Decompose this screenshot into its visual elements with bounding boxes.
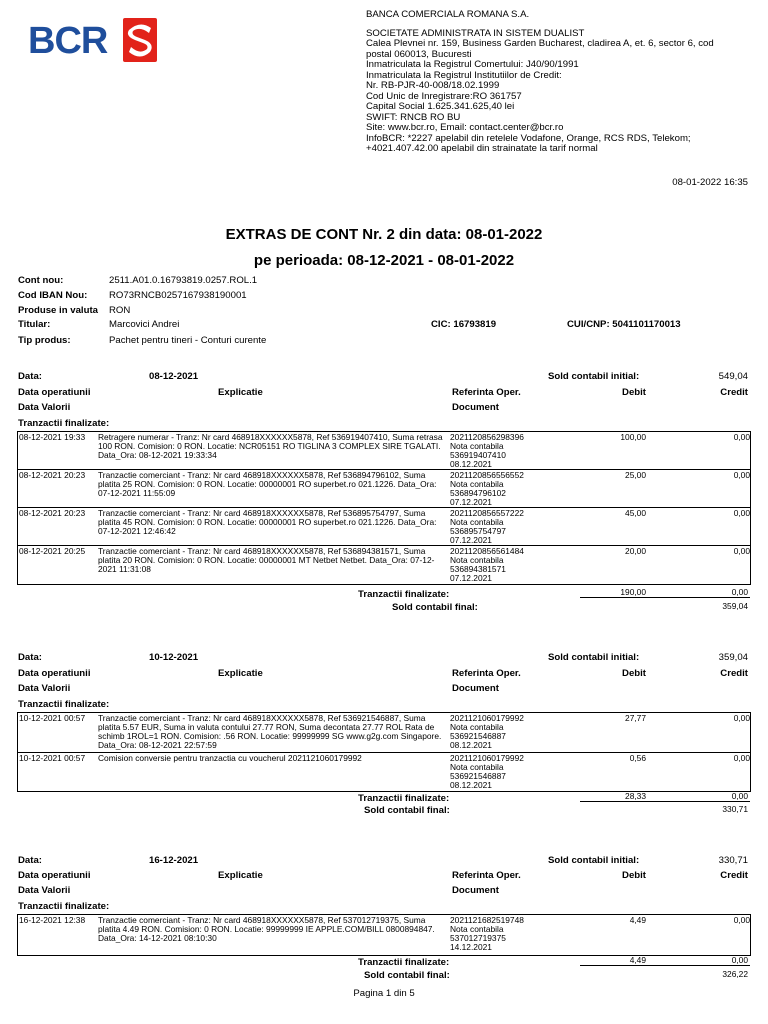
tx-date: 08-12-2021 20:25	[19, 546, 86, 556]
sold-initial-value: 549,04	[718, 371, 748, 382]
total-debit: 28,33	[625, 791, 646, 801]
bank-info-line: Site: www.bcr.ro, Email: contact.center@bcr.ro	[366, 122, 564, 133]
tx-credit: 0,00	[733, 713, 750, 723]
sold-initial-value: 330,71	[718, 855, 748, 866]
bank-info-line: Nr. RB-PJR-40-008/18.02.1999	[366, 80, 500, 91]
col-document: Document	[452, 402, 499, 413]
sold-initial-label: Sold contabil initial:	[548, 371, 640, 382]
tx-explicatie: Tranzactie comerciant - Tranz: Nr card 468918XXXXXX5878, Ref 536895754797, Suma platita 45 RON. Comision: 0 RON. Locatie: 00000001 RO superbet.ro 021.1226. Data_Ora: 07-12-2021 12:46:42	[98, 508, 437, 536]
tranzactii-label: Tranzactii finalizate:	[18, 418, 110, 429]
col-data-valorii: Data Valorii	[18, 402, 71, 413]
col-referinta: Referinta Oper.	[452, 387, 521, 398]
tip-label: Tip produs:	[18, 335, 71, 346]
tranzactii-label: Tranzactii finalizate:	[18, 901, 110, 912]
data-label: Data:	[18, 371, 42, 382]
sold-final-label: Sold contabil final:	[364, 970, 450, 981]
statement-title: EXTRAS DE CONT Nr. 2 din data: 08-01-2022	[225, 226, 543, 243]
sold-initial-value: 359,04	[718, 652, 748, 663]
col-data-valorii: Data Valorii	[18, 683, 71, 694]
table-row	[18, 508, 750, 546]
total-divider	[580, 965, 750, 966]
col-debit: Debit	[622, 387, 646, 398]
total-debit: 190,00	[620, 587, 646, 597]
col-data-operatiunii: Data operatiunii	[18, 870, 91, 881]
bank-info-line: Inmatriculata la Registrul Comertului: J40/90/1991	[366, 59, 579, 70]
tx-ref: 2021121060179992 Nota contabila 536921546887 08.12.2021	[450, 713, 524, 750]
tx-date: 10-12-2021 00:57	[19, 713, 86, 723]
cont-label: Cont nou:	[18, 275, 64, 286]
tx-ref: 2021121060179992 Nota contabila 536921546887 08.12.2021	[450, 753, 524, 790]
iban-value: RO73RNCB0257167938190001	[109, 290, 247, 301]
valuta-value: RON	[109, 305, 131, 316]
tx-debit: 4,49	[629, 915, 646, 925]
tx-credit: 0,00	[733, 915, 750, 925]
col-credit: Credit	[720, 387, 748, 398]
bank-info-line: InfoBCR: *2227 apelabil din retelele Vodafone, Orange, RCS RDS, Telekom;	[366, 132, 691, 144]
tx-credit: 0,00	[733, 432, 750, 442]
tx-explicatie: Tranzactie comerciant - Tranz: Nr card 468918XXXXXX5878, Ref 537012719375, Suma platita 4.49 RON. Comision: 0 RON. Locatie: 99999999 IE APPLE.COM/BILL 0800894847. Data_Ora: 14-12-2021 08:10:30	[98, 915, 435, 943]
bcr-s-icon	[123, 18, 157, 62]
bank-info-line: Capital Social 1.625.341.625,40 lei	[366, 101, 515, 112]
cui-value: CUI/CNP: 5041101170013	[567, 319, 681, 330]
table-row	[18, 915, 750, 955]
col-data-operatiunii: Data operatiunii	[18, 668, 91, 679]
col-referinta: Referinta Oper.	[452, 870, 521, 881]
tranzactii-total-label: Tranzactii finalizate:	[358, 589, 450, 600]
tx-date: 08-12-2021 20:23	[19, 470, 86, 480]
section-date: 16-12-2021	[149, 855, 199, 866]
cont-value: 2511.A01.0.16793819.0257.ROL.1	[109, 275, 258, 286]
tip-value: Pachet pentru tineri - Conturi curente	[109, 335, 267, 346]
tx-date: 16-12-2021 12:38	[19, 915, 86, 925]
tx-debit: 0,56	[629, 753, 646, 763]
bank-info-line: SWIFT: RNCB RO BU	[366, 111, 461, 123]
data-label: Data:	[18, 855, 42, 866]
tx-ref: 20211208562983​96 Nota contabila 536919407410 08.12.2021	[450, 432, 524, 469]
bcr-logo	[28, 18, 158, 64]
bank-info-line: SOCIETATE ADMINISTRATA IN SISTEM DUALIST	[366, 27, 585, 39]
transactions-table	[17, 712, 751, 792]
sold-final-value: 330,71	[722, 804, 748, 814]
tx-ref: 2021120856557222 Nota contabila 536895754797 07.12.2021	[450, 508, 524, 545]
tx-debit: 45,00	[625, 508, 646, 518]
col-data-operatiunii: Data operatiunii	[18, 387, 91, 398]
titular-value: Marcovici Andrei	[109, 319, 180, 330]
sold-final-label: Sold contabil final:	[392, 602, 478, 613]
sold-initial-label: Sold contabil initial:	[548, 855, 640, 866]
table-row	[18, 546, 750, 584]
col-document: Document	[452, 683, 499, 694]
tranzactii-total-label: Tranzactii finalizate:	[358, 793, 450, 804]
tx-ref: 2021120856561484 Nota contabila 536894381571 07.12.2021	[450, 546, 524, 583]
bank-name: BANCA COMERCIALA ROMANA S.A.	[366, 9, 530, 20]
table-row	[18, 432, 750, 470]
tx-credit: 0,00	[733, 470, 750, 480]
tx-explicatie: Tranzactie comerciant - Tranz: Nr card 468918XXXXXX5878, Ref 536894381571, Suma platita 20 RON. Comision: 0 RON. Locatie: 00000001 MT Netbet Netbet. Data_Ora: 07-12-2021 11:31:08	[98, 546, 435, 574]
tx-ref: 2021121682519748 Nota contabila 537012719375 14.12.2021	[450, 915, 524, 952]
col-debit: Debit	[622, 870, 646, 881]
col-referinta: Referinta Oper.	[452, 668, 521, 679]
col-explicatie: Explicatie	[218, 870, 263, 881]
bank-info-line: +4021.407.42.00 apelabil din strainatate la tarif normal	[366, 143, 598, 154]
bank-info-line: Calea Plevnei nr. 159, Business Garden Bucharest, cladirea A, et. 6, sector 6, cod	[366, 38, 714, 49]
sold-final-label: Sold contabil final:	[364, 805, 450, 816]
tx-date: 08-12-2021 19:33	[19, 432, 86, 442]
statement-period: pe perioada: 08-12-2021 - 08-01-2022	[253, 252, 515, 269]
tx-explicatie: Tranzactie comerciant - Tranz: Nr card 468918XXXXXX5878, Ref 536894796102, Suma platita 25 RON. Comision: 0 RON. Locatie: 00000001 RO superbet.ro 021.1226. Data_Ora: 07-12-2021 11:55:09	[98, 470, 437, 498]
total-credit: 0,00	[731, 587, 748, 597]
col-explicatie: Explicatie	[218, 387, 263, 398]
tx-credit: 0,00	[733, 508, 750, 518]
total-credit: 0,00	[731, 955, 748, 965]
total-credit: 0,00	[731, 791, 748, 801]
sold-initial-label: Sold contabil initial:	[548, 652, 640, 663]
tx-debit: 100,00	[620, 432, 646, 442]
section-date: 10-12-2021	[149, 652, 199, 663]
col-credit: Credit	[720, 870, 748, 881]
bank-info	[366, 10, 756, 155]
total-divider	[580, 801, 750, 802]
sold-final-value: 359,04	[722, 601, 748, 611]
valuta-label: Produse in valuta	[18, 305, 98, 316]
tx-ref: 2021120856556552 Nota contabila 536894796102 07.12.2021	[450, 470, 524, 507]
col-explicatie: Explicatie	[218, 668, 263, 679]
tx-credit: 0,00	[733, 753, 750, 763]
tx-date: 08-12-2021 20:23	[19, 508, 86, 518]
tx-credit: 0,00	[733, 546, 750, 556]
col-credit: Credit	[720, 668, 748, 679]
logo-text: BCR	[28, 20, 108, 62]
col-debit: Debit	[622, 668, 646, 679]
data-label: Data:	[18, 652, 42, 663]
tranzactii-label: Tranzactii finalizate:	[18, 699, 110, 710]
table-row	[18, 753, 750, 791]
col-document: Document	[452, 885, 499, 896]
col-data-valorii: Data Valorii	[18, 885, 71, 896]
table-row	[18, 713, 750, 753]
tx-explicatie: Comision conversie pentru tranzactia cu voucherul 2021121060179992	[98, 753, 362, 763]
tranzactii-total-label: Tranzactii finalizate:	[358, 957, 450, 968]
print-date: 08-01-2022 16:35	[672, 177, 748, 188]
tx-explicatie: Tranzactie comerciant - Tranz: Nr card 468918XXXXXX5878, Ref 536921546887, Suma platita 5.57 EUR, Suma in valuta contului 27.77 RON, Suma decontata 27.77 ROL Rata de schimb 1ROL=1 RON. Comision: .56 RON. Locatie: 99999999 SG www.g2g.com Singapore. Data_Ora: 08-12-2021 22:57:59	[98, 713, 442, 750]
tx-explicatie: Retragere numerar - Tranz: Nr card 468918XXXXXX5878, Ref 536919407410, Suma retrasa 100 RON. Comision: 0 RON. Locatie: NCR05151 RO TIGLINA 3 COMPLEX SIRE TGALATI. Data_Ora: 08-12-2021 19:33:34	[98, 432, 443, 460]
page-number: Pagina 1 din 5	[353, 988, 415, 999]
section-date: 08-12-2021	[149, 371, 199, 382]
tx-debit: 27,77	[625, 713, 646, 723]
tx-debit: 20,00	[625, 546, 646, 556]
sold-final-value: 326,22	[722, 969, 748, 979]
tx-date: 10-12-2021 00:57	[19, 753, 86, 763]
titular-label: Titular:	[18, 319, 51, 330]
transactions-table	[17, 431, 751, 585]
total-debit: 4,49	[629, 955, 646, 965]
iban-label: Cod IBAN Nou:	[18, 290, 88, 301]
transactions-table	[17, 914, 751, 956]
bank-info-line: Cod Unic de Inregistrare:RO 361757	[366, 90, 522, 102]
table-row	[18, 470, 750, 508]
cic-value: CIC: 16793819	[431, 319, 497, 330]
bank-info-line: postal 060013, Bucuresti	[366, 48, 472, 60]
tx-debit: 25,00	[625, 470, 646, 480]
total-divider	[580, 597, 750, 598]
bank-info-line: Inmatriculata la Registrul Institutiilor de Credit:	[366, 69, 562, 81]
